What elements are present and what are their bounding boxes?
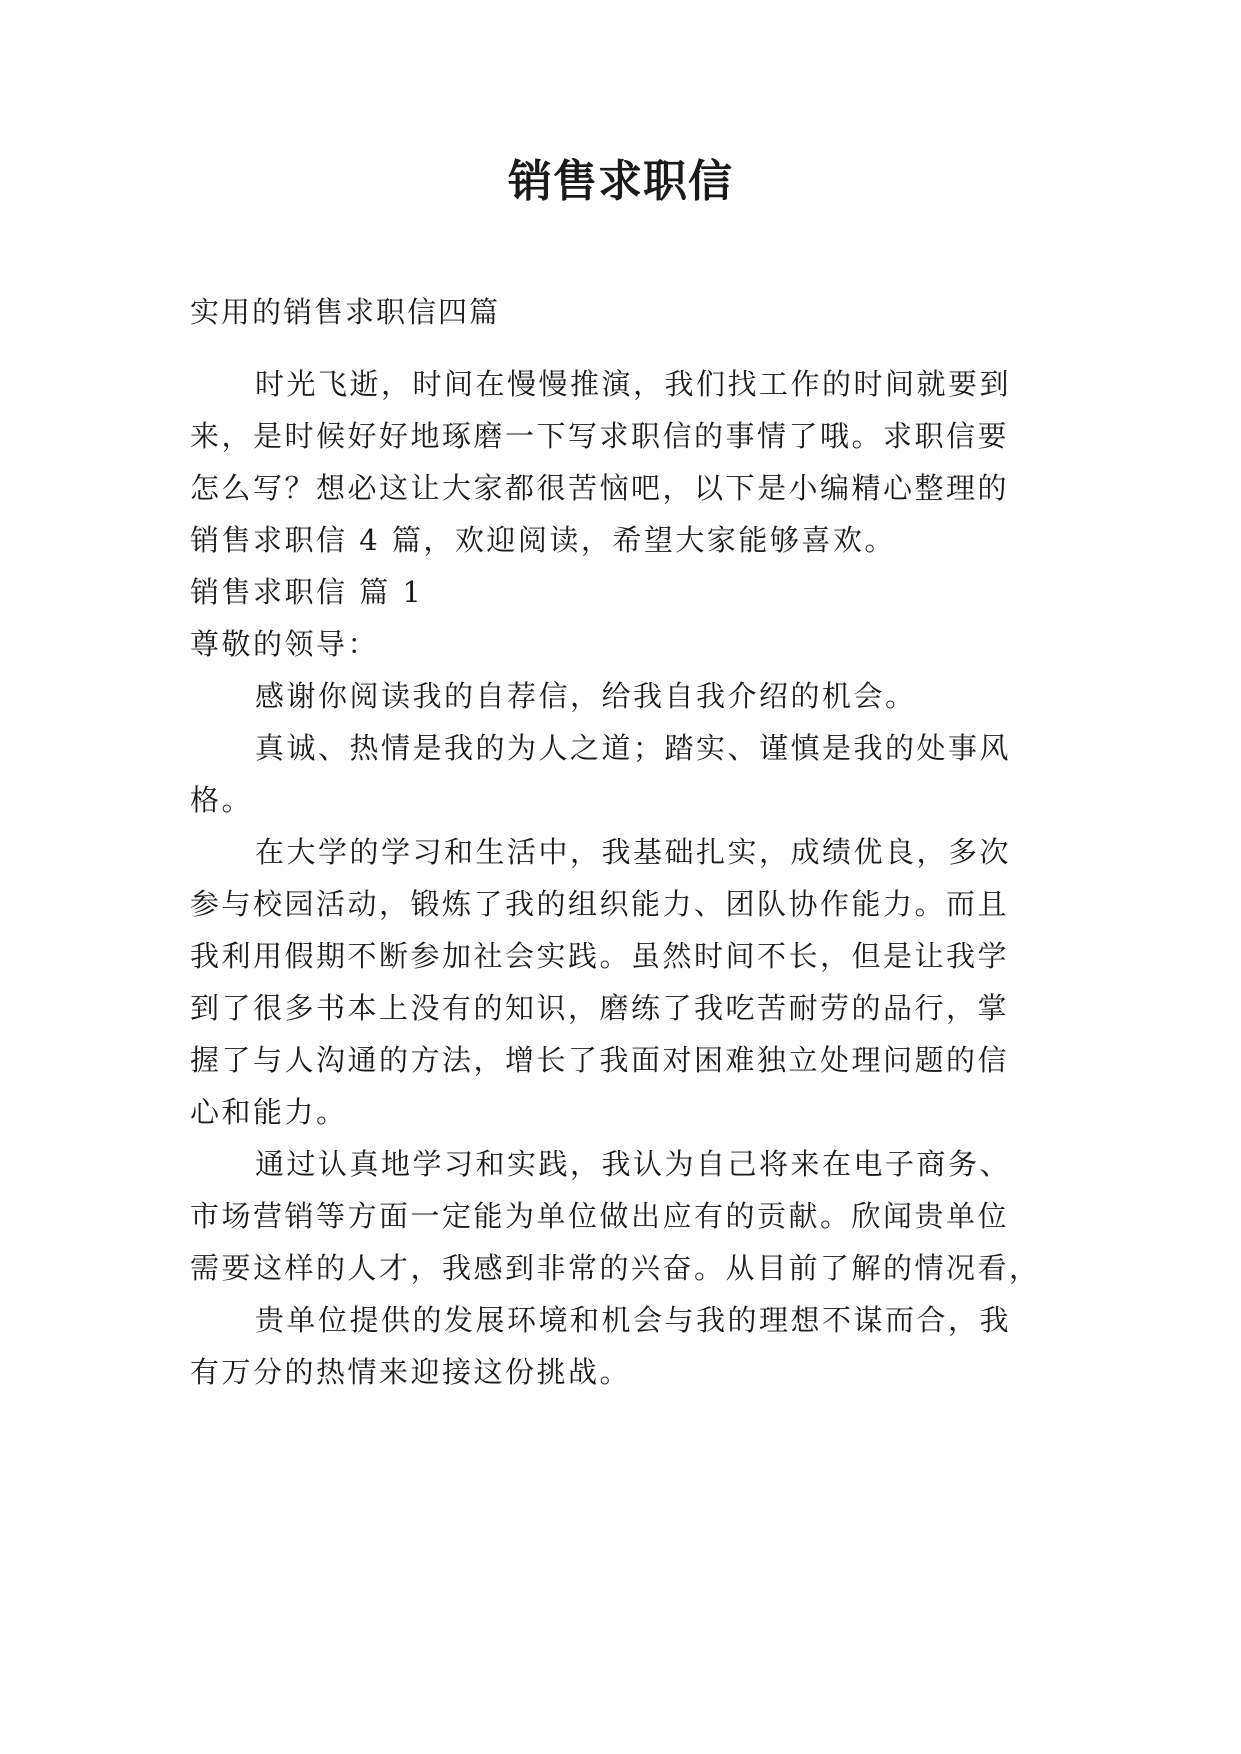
body-line: 参与校园活动，锻炼了我的组织能力、团队协作能力。而且: [190, 887, 1010, 921]
body-line: 通过认真地学习和实践，我认为自己将来在电子商务、: [255, 1147, 1012, 1181]
body-line: 格。: [190, 783, 254, 817]
body-line: 真诚、热情是我的为人之道；踏实、谨慎是我的处事风: [255, 731, 1012, 765]
body-line: 我利用假期不断参加社会实践。虽然时间不长，但是让我学: [190, 939, 1010, 973]
body-line: 感谢你阅读我的自荐信，给我自我介绍的机会。: [255, 679, 917, 713]
body-line: 需要这样的人才，我感到非常的兴奋。从目前了解的情况看，: [190, 1251, 1041, 1285]
section-heading: 销售求职信 篇 1: [190, 575, 424, 609]
body-line: 握了与人沟通的方法，增长了我面对困难独立处理问题的信: [190, 1043, 1010, 1077]
body-line: 贵单位提供的发展环境和机会与我的理想不谋而合，我: [255, 1303, 1012, 1337]
body-line: 有万分的热情来迎接这份挑战。: [190, 1355, 632, 1389]
intro-line: 时光飞逝，时间在慢慢推演，我们找工作的时间就要到: [255, 367, 1012, 401]
body-line: 在大学的学习和生活中，我基础扎实，成绩优良，多次: [255, 835, 1012, 869]
body-line: 到了很多书本上没有的知识，磨练了我吃苦耐劳的品行，掌: [190, 991, 1010, 1025]
salutation: 尊敬的领导：: [190, 627, 380, 661]
document-title: 销售求职信: [508, 156, 733, 207]
document-subtitle: 实用的销售求职信四篇: [190, 295, 501, 329]
intro-line: 来，是时候好好地琢磨一下写求职信的事情了哦。求职信要: [190, 419, 1010, 453]
body-line: 市场营销等方面一定能为单位做出应有的贡献。欣闻贵单位: [190, 1199, 1010, 1233]
intro-line: 怎么写？想必这让大家都很苦恼吧，以下是小编精心整理的: [190, 471, 1010, 505]
intro-line: 销售求职信 4 篇，欢迎阅读，希望大家能够喜欢。: [190, 523, 896, 557]
body-line: 心和能力。: [190, 1095, 348, 1129]
